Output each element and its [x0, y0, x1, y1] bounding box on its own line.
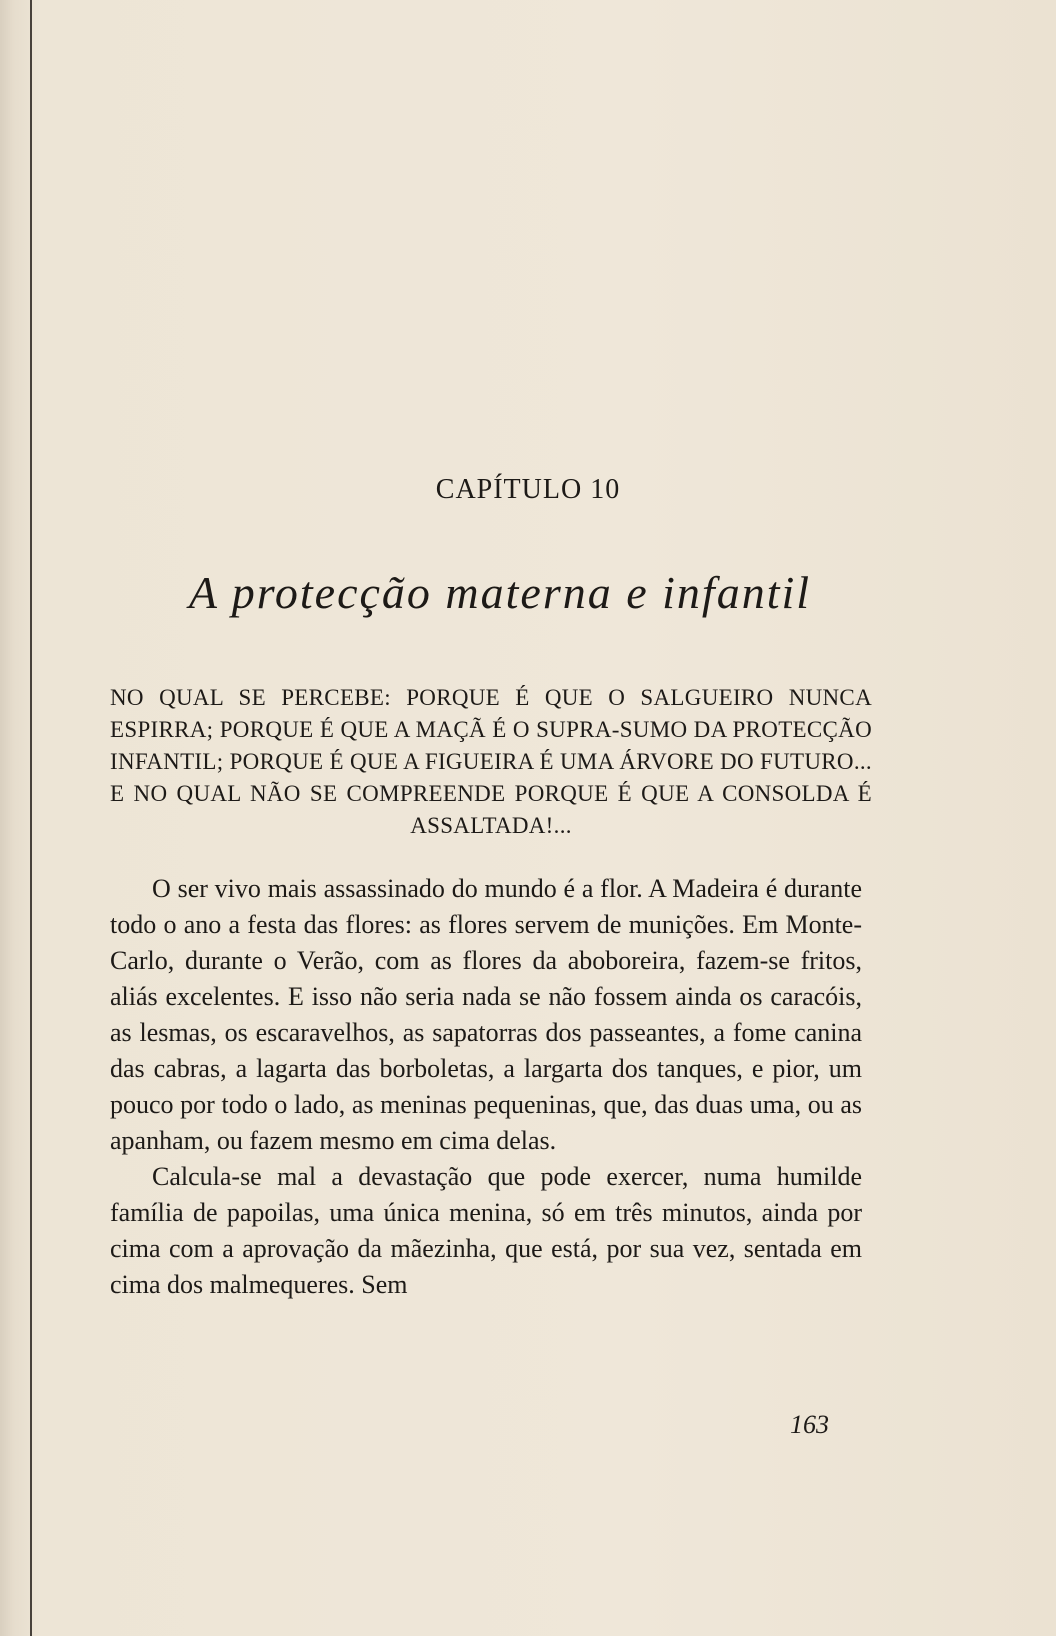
chapter-summary: NO QUAL SE PERCEBE: PORQUE É QUE O SALGUEIRO NUNCA ESPIRRA; PORQUE É QUE A MAÇÃ É O SUPRA-SUMO DA PROTECÇÃO INFANTIL; PORQUE É QUE A FIGUEIRA É UMA ÁRVORE DO FUTURO... E NO QUAL NÃO SE COMPREENDE PORQUE É QUE A CONSOLDA É ASSALTADA!... [110, 685, 872, 838]
book-gutter [30, 0, 32, 1636]
chapter-title: A protecção materna e infantil [188, 567, 812, 618]
paragraph: Calcula-se mal a devastação que pode exercer, numa humilde família de papoilas, uma única menina, só em três minutos, ainda por cima com a aprovação da mãezinha, que está, por sua vez, sentada em cima dos malmequeres. Sem [110, 1162, 862, 1299]
paragraph: O ser vivo mais assassinado do mundo é a flor. A Madeira é durante todo o ano a festa das flores: as flores servem de munições. Em Monte-Carlo, durante o Verão, com as flores da aboboreira, fazem-se fritos, aliás excelentes. E isso não seria nada se não fossem ainda os caracóis, as lesmas, os escaravelhos, as sapatorras dos passeantes, a fome canina das cabras, a lagarta das borboletas, a largarta dos tanques, e pior, um pouco por todo o lado, as meninas pequeninas, que, das duas uma, ou as apanham, ou fazem mesmo em cima delas. [110, 874, 862, 1155]
body-text [110, 871, 862, 1303]
chapter-label: CAPÍTULO 10 [435, 474, 621, 505]
page-number: 163 [790, 1410, 829, 1439]
